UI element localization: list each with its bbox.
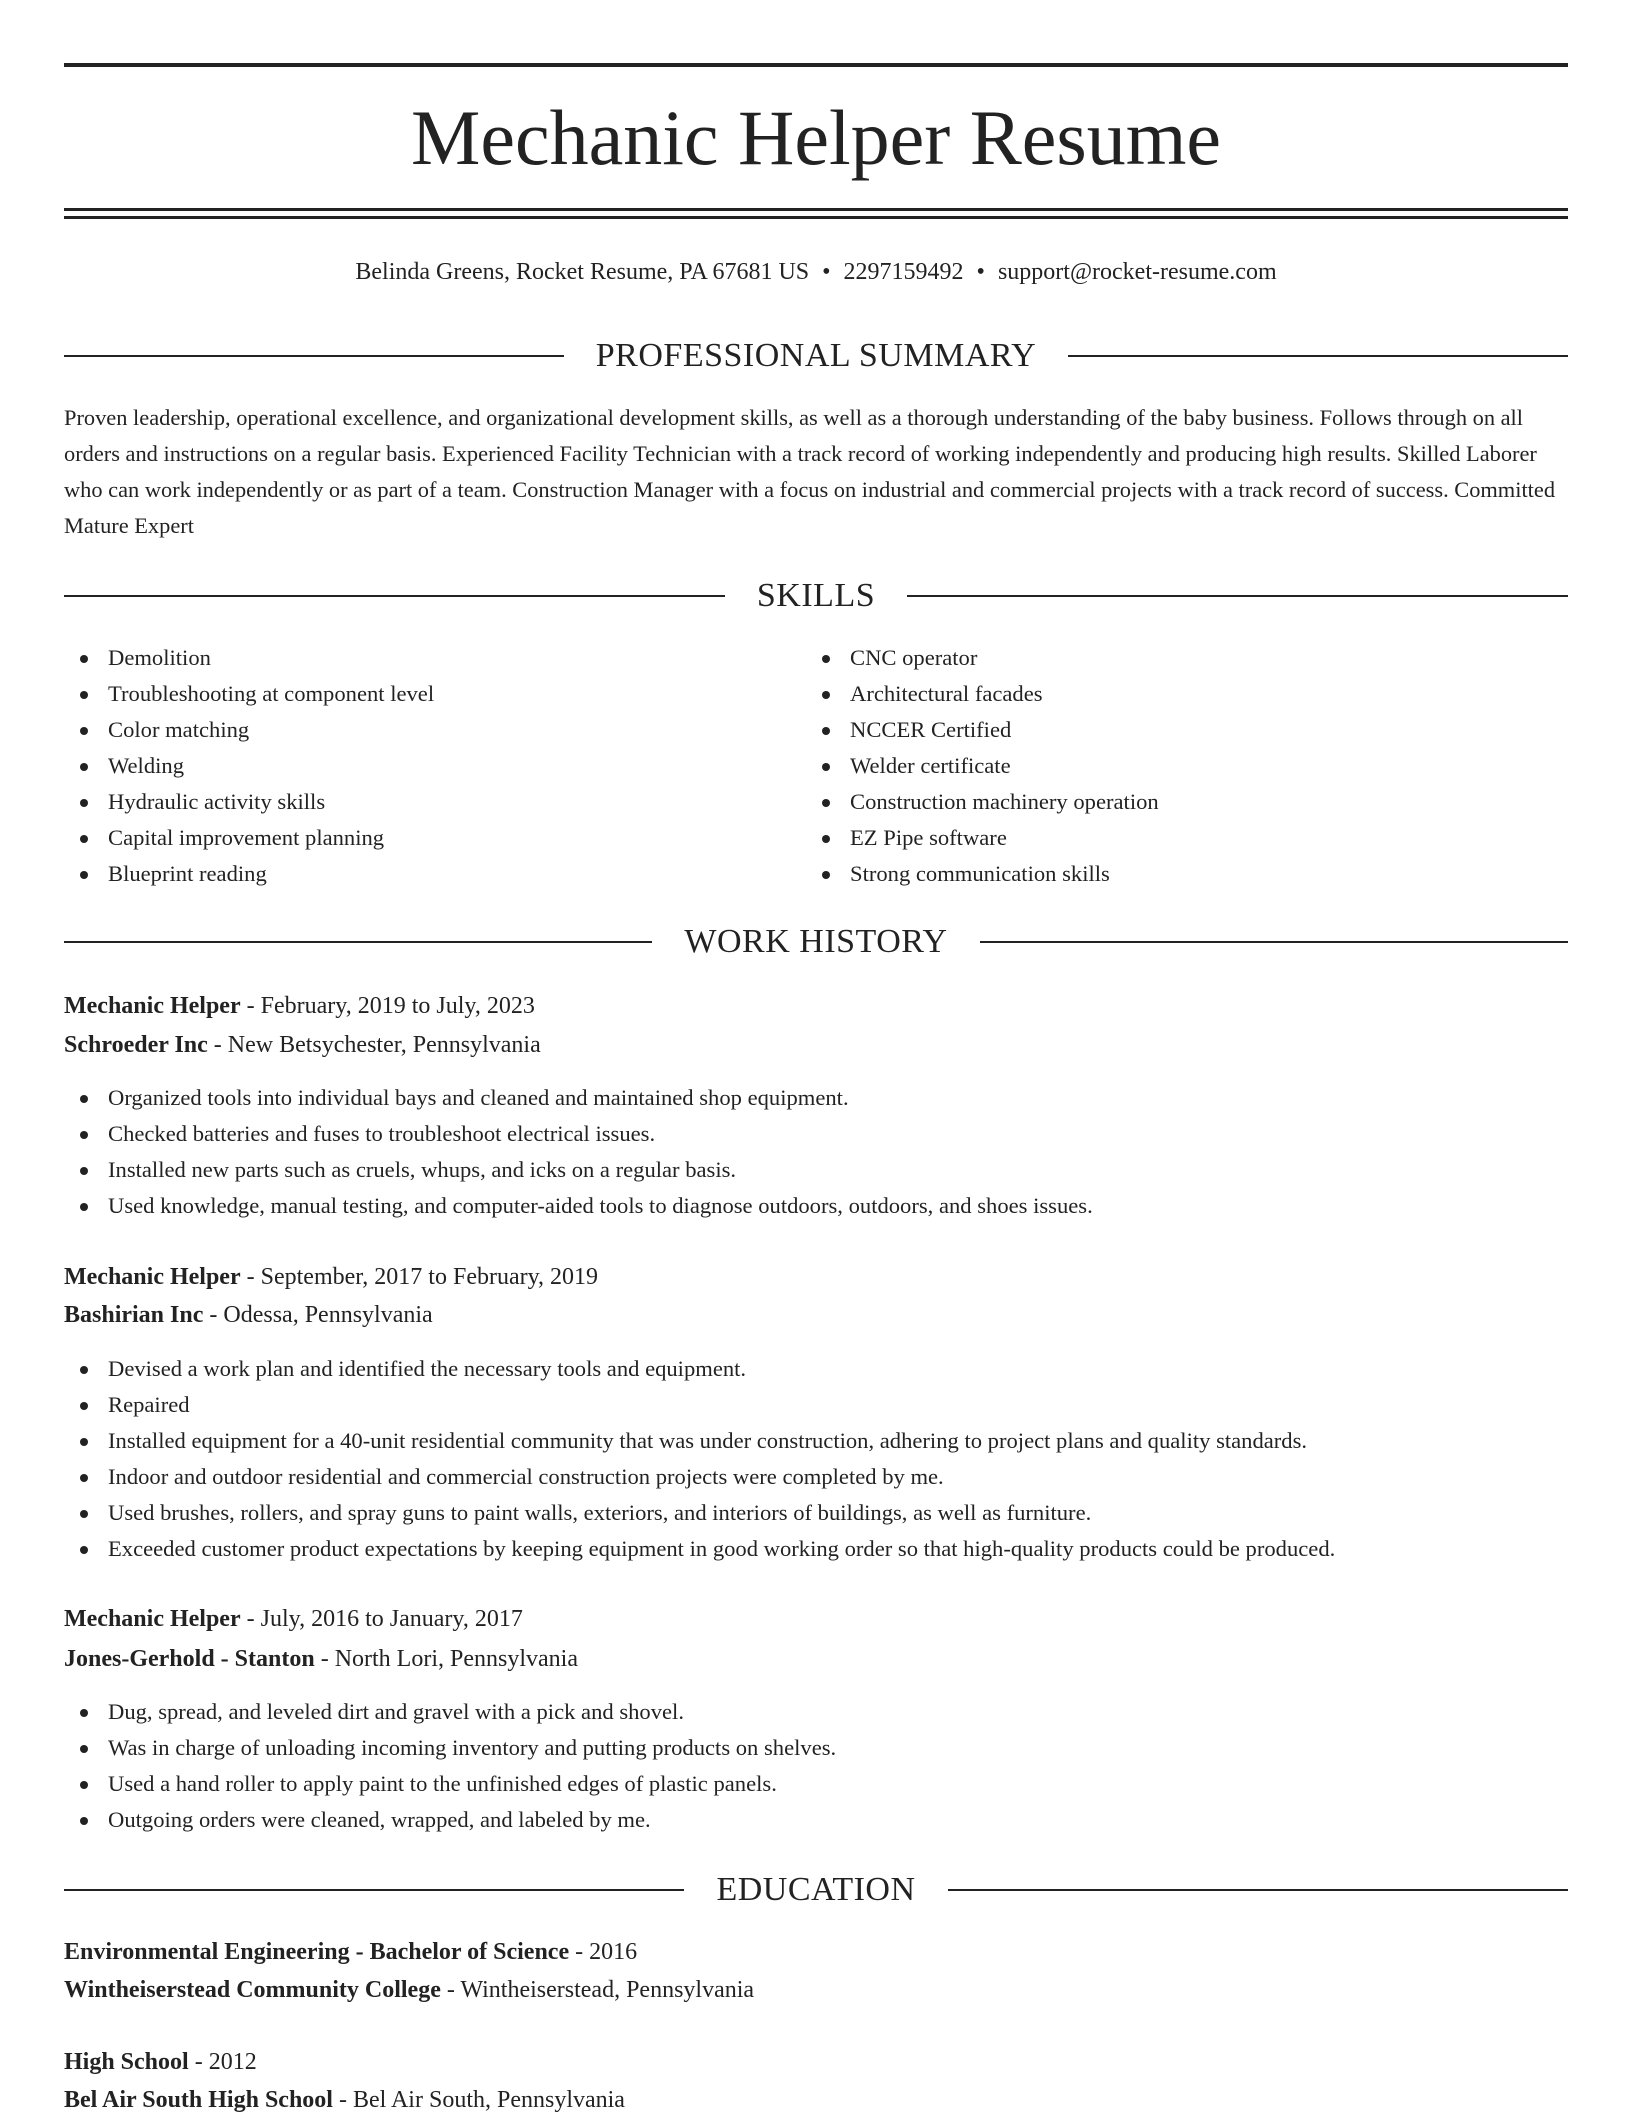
skill-item: NCCER Certified <box>806 712 1546 748</box>
contact-email: support@rocket-resume.com <box>997 259 1277 285</box>
skill-item: Troubleshooting at component level <box>64 676 804 712</box>
duty-item: Devised a work plan and identified the necessary tools and equipment. <box>64 1351 1568 1387</box>
education-location: Wintheiserstead, Pennsylvania <box>460 1977 755 2003</box>
duty-item: Outgoing orders were cleaned, wrapped, and labeled by me. <box>64 1802 1568 1838</box>
top-rule <box>64 63 1568 67</box>
title-rule-lower <box>64 216 1568 219</box>
job-duties <box>64 1080 1568 1224</box>
bullet-icon <box>80 1131 88 1139</box>
duty-item: Indoor and outdoor residential and commercial construction projects were completed by me. <box>64 1459 1568 1495</box>
bullet-icon <box>80 799 88 807</box>
duty-item: Was in charge of unloading incoming inventory and putting products on shelves. <box>64 1730 1568 1766</box>
heading-rule <box>64 595 725 597</box>
skill-item: Welding <box>64 748 804 784</box>
duty-item: Used knowledge, manual testing, and computer-aided tools to diagnose outdoors, outdoors, and shoes issues. <box>64 1188 1568 1224</box>
bullet-icon <box>80 1546 88 1554</box>
job-location: New Betsychester, Pennsylvania <box>227 1032 541 1058</box>
duty-item: Installed new parts such as cruels, whups, and icks on a regular basis. <box>64 1152 1568 1188</box>
bullet-icon <box>80 1167 88 1175</box>
skills-heading-label: SKILLS <box>756 577 876 614</box>
bullet-icon <box>80 1438 88 1446</box>
skill-item: Architectural facades <box>806 676 1546 712</box>
job-company-line: Bashirian Inc - Odessa, Pennsylvania <box>64 1302 433 1328</box>
contact-separator: • <box>822 259 831 285</box>
work-heading-label: WORK HISTORY <box>684 923 948 960</box>
education-location: Bel Air South, Pennsylvania <box>352 2087 625 2113</box>
heading-rule <box>948 1889 1568 1891</box>
heading-rule <box>64 355 564 357</box>
bullet-icon <box>80 727 88 735</box>
bullet-icon <box>822 691 830 699</box>
job-company: Schroeder Inc <box>64 1032 208 1058</box>
job-dates: February, 2019 to July, 2023 <box>260 993 535 1019</box>
duty-item: Installed equipment for a 40-unit residential community that was under construction, adhering to project plans and quality standards. <box>64 1423 1568 1459</box>
job-location: North Lori, Pennsylvania <box>334 1646 578 1672</box>
job-duties <box>64 1351 1568 1567</box>
bullet-icon <box>80 871 88 879</box>
education-year: 2016 <box>589 1939 638 1965</box>
education-school-line: Bel Air South High School - Bel Air South, Pennsylvania <box>64 2087 625 2113</box>
bullet-icon <box>80 1745 88 1753</box>
heading-rule <box>64 1889 684 1891</box>
duty-item: Used a hand roller to apply paint to the unfinished edges of plastic panels. <box>64 1766 1568 1802</box>
skills-heading <box>64 574 1568 618</box>
bullet-icon <box>822 835 830 843</box>
job-dates: July, 2016 to January, 2017 <box>260 1606 523 1632</box>
skill-item: CNC operator <box>806 640 1546 676</box>
bullet-icon <box>822 871 830 879</box>
bullet-icon <box>80 1366 88 1374</box>
job-location: Odessa, Pennsylvania <box>223 1302 433 1328</box>
bullet-icon <box>80 1095 88 1103</box>
education-degree-line: Environmental Engineering - Bachelor of Science - 2016 <box>64 1939 638 1965</box>
education-school-line: Wintheiserstead Community College - Wintheiserstead, Pennsylvania <box>64 1977 755 2003</box>
job-title: Mechanic Helper <box>64 1606 241 1632</box>
education-school: Wintheiserstead Community College <box>64 1977 441 2003</box>
skill-item: Construction machinery operation <box>806 784 1546 820</box>
job-company: Jones-Gerhold - Stanton <box>64 1646 315 1672</box>
contact-address: Belinda Greens, Rocket Resume, PA 67681 US <box>355 259 810 285</box>
bullet-icon <box>80 1817 88 1825</box>
bullet-icon <box>80 763 88 771</box>
work-heading <box>64 920 1568 964</box>
summary-heading <box>64 334 1568 378</box>
job-company-line: Jones-Gerhold - Stanton - North Lori, Pennsylvania <box>64 1646 578 1672</box>
job-dates: September, 2017 to February, 2019 <box>260 1264 599 1290</box>
bullet-icon <box>80 691 88 699</box>
bullet-icon <box>822 763 830 771</box>
contact-line <box>64 254 1568 290</box>
bullet-icon <box>822 655 830 663</box>
bullet-icon <box>80 1709 88 1717</box>
skill-item: Demolition <box>64 640 804 676</box>
skill-item: Strong communication skills <box>806 856 1546 892</box>
heading-rule <box>64 941 652 943</box>
bullet-icon <box>80 1203 88 1211</box>
duty-item: Organized tools into individual bays and cleaned and maintained shop equipment. <box>64 1080 1568 1116</box>
skill-item: Welder certificate <box>806 748 1546 784</box>
skills-list-right <box>806 640 1546 892</box>
job-title-line: Mechanic Helper - July, 2016 to January, 2017 <box>64 1606 523 1632</box>
job-company-line: Schroeder Inc - New Betsychester, Pennsylvania <box>64 1032 541 1058</box>
job-company: Bashirian Inc <box>64 1302 204 1328</box>
heading-rule <box>907 595 1568 597</box>
duty-item: Dug, spread, and leveled dirt and gravel with a pick and shovel. <box>64 1694 1568 1730</box>
education-degree-line: High School - 2012 <box>64 2049 257 2075</box>
skill-item: EZ Pipe software <box>806 820 1546 856</box>
bullet-icon <box>80 835 88 843</box>
skill-item: Color matching <box>64 712 804 748</box>
job-title-line: Mechanic Helper - September, 2017 to February, 2019 <box>64 1264 599 1290</box>
job-title: Mechanic Helper <box>64 993 241 1019</box>
contact-separator: • <box>976 259 985 285</box>
duty-item: Used brushes, rollers, and spray guns to paint walls, exteriors, and interiors of buildings, as well as furniture. <box>64 1495 1568 1531</box>
education-year: 2012 <box>208 2049 257 2075</box>
heading-rule <box>1068 355 1568 357</box>
duty-item: Repaired <box>64 1387 1568 1423</box>
bullet-icon <box>822 727 830 735</box>
bullet-icon <box>80 1474 88 1482</box>
heading-rule <box>980 941 1568 943</box>
bullet-icon <box>80 655 88 663</box>
education-degree: Environmental Engineering - Bachelor of Science <box>64 1939 570 1965</box>
education-heading <box>64 1868 1568 1912</box>
job-title: Mechanic Helper <box>64 1264 241 1290</box>
education-school: Bel Air South High School <box>64 2087 333 2113</box>
skill-item: Hydraulic activity skills <box>64 784 804 820</box>
contact-phone: 2297159492 <box>843 259 964 285</box>
job-title-line: Mechanic Helper - February, 2019 to July, 2023 <box>64 993 535 1019</box>
bullet-icon <box>80 1781 88 1789</box>
job-duties <box>64 1694 1568 1838</box>
education-degree: High School <box>64 2049 189 2075</box>
skills-list-left <box>64 640 804 892</box>
duty-item: Checked batteries and fuses to troubleshoot electrical issues. <box>64 1116 1568 1152</box>
skill-item: Capital improvement planning <box>64 820 804 856</box>
bullet-icon <box>80 1510 88 1518</box>
summary-heading-label: PROFESSIONAL SUMMARY <box>595 337 1037 374</box>
duty-item: Exceeded customer product expectations by keeping equipment in good working order so that high-quality products could be produced. <box>64 1531 1568 1567</box>
page-title: Mechanic Helper Resume <box>410 94 1221 181</box>
bullet-icon <box>80 1402 88 1410</box>
bullet-icon <box>822 799 830 807</box>
summary-text: Proven leadership, operational excellence, and organizational development skills, as well as a thorough understanding of the baby business. Follows through on all orders and instructions on a regular basis. Experienced Facility Technician with a track record of working independently and producing high results. Skilled Laborer who can work independently or as part of a team. Construction Manager with a focus on industrial and commercial projects with a track record of success. Committed Mature Expert <box>64 405 1556 538</box>
skill-item: Blueprint reading <box>64 856 804 892</box>
education-heading-label: EDUCATION <box>716 1871 916 1908</box>
title-rule-upper <box>64 208 1568 211</box>
